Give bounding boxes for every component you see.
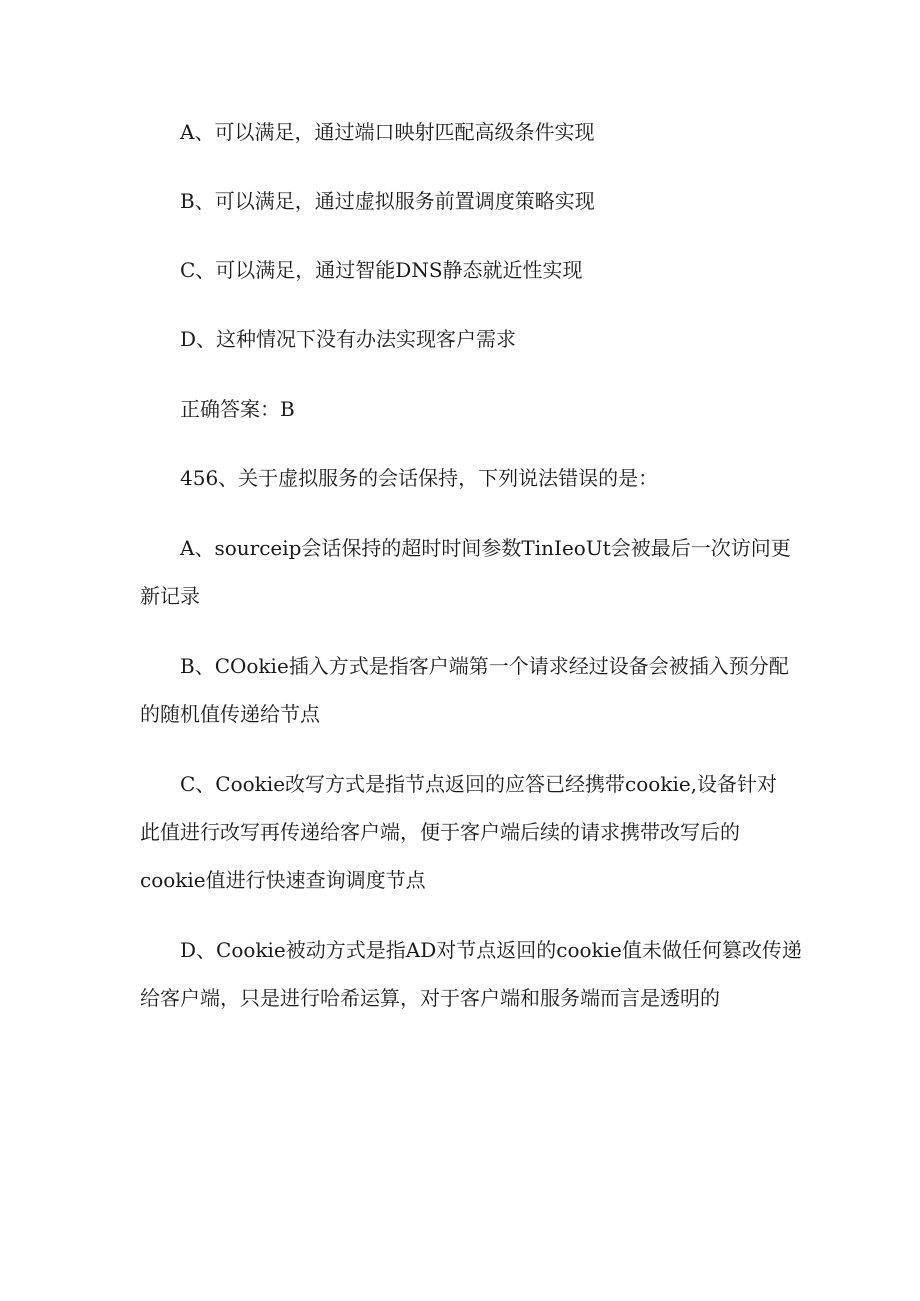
- q456-option-d-line1: D、Cookie被动方式是指AD对节点返回的cookie值未做任何篡改传递: [180, 938, 802, 962]
- prev-option-d: D、这种情况下没有办法实现客户需求: [180, 327, 517, 351]
- q456-option-d-line2: 给客户端，只是进行哈希运算，对于客户端和服务端而言是透明的: [140, 986, 720, 1010]
- q456-option-a-line1: A、sourceip会话保持的超时时间参数TinIeoUt会被最后一次访问更: [180, 536, 791, 560]
- prev-option-a: A、可以满足，通过端口映射匹配高级条件实现: [180, 120, 595, 144]
- prev-answer: 正确答案：B: [180, 397, 295, 421]
- q456-option-a-line2: 新记录: [140, 584, 200, 608]
- q456-option-c-line3: cookie值进行快速查询调度节点: [140, 868, 426, 892]
- prev-option-c: C、可以满足，通过智能DNS静态就近性实现: [180, 258, 583, 282]
- q456-option-c-line1: C、Cookie改写方式是指节点返回的应答已经携带cookie,设备针对: [180, 772, 778, 796]
- q456-option-b-line2: 的随机值传递给节点: [140, 702, 320, 726]
- q456-option-c-line2: 此值进行改写再传递给客户端，便于客户端后续的请求携带改写后的: [140, 820, 740, 844]
- question-456-stem: 456、关于虚拟服务的会话保持，下列说法错误的是：: [180, 466, 659, 490]
- prev-option-b: B、可以满足，通过虚拟服务前置调度策略实现: [180, 189, 595, 213]
- q456-option-b-line1: B、COokie插入方式是指客户端第一个请求经过设备会被插入预分配: [180, 654, 789, 678]
